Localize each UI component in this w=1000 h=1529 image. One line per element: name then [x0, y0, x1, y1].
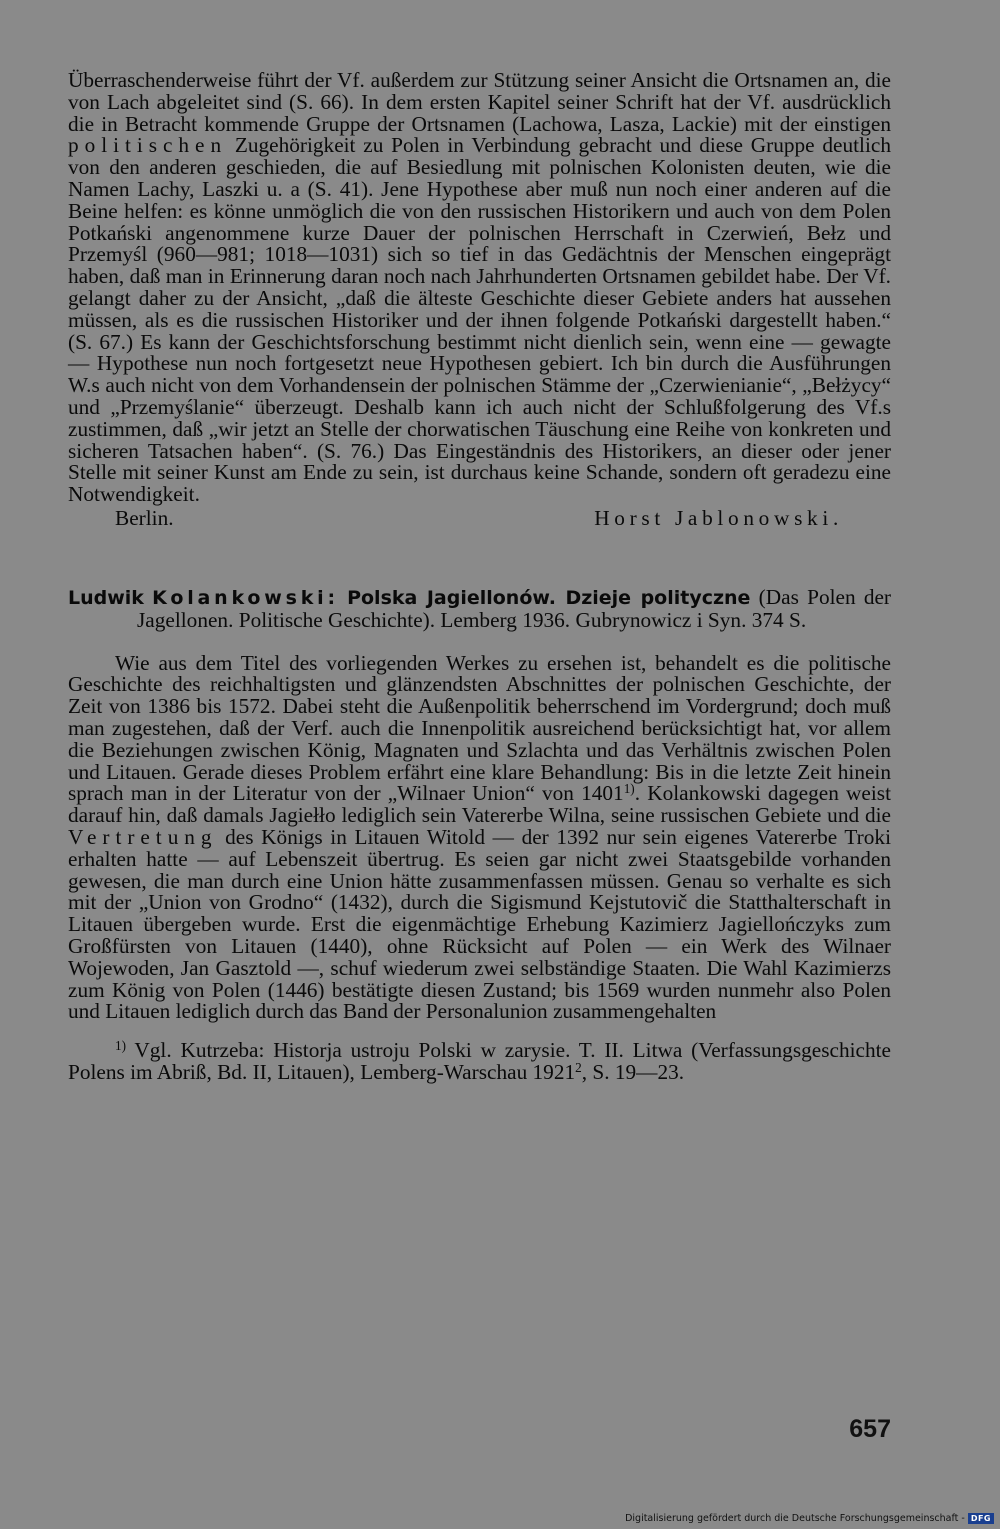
review2-text-part3: des Königs in Litauen Witold — der 1392 nur sein eigenes Vatererbe Troki erhalten hatte — auf Lebenszeit übertrug. Es seien gar nicht zwei Staatsgebilde vorhanden gewesen, die man durch eine Union hätte zusammenfassen müssen. Genau so verhalte es sich mit der „Union von Grodno“ (1432), durch die Sigismund Kejstutovič die Statthalterschaft in Litauen übergeben wurde. Erst die eigenmächtige Erhebung Kazimierz Jagiellończyks zum Großfürsten von Litauen (1440), ohne Rücksicht auf Polen — ein Werk des Wilnaer Wojewoden, Jan Gasztold —, schuf wiederum zwei selbständige Staaten. Die Wahl Kazimierzs zum König von Polen (1446) bestätigte diesen Zustand; bis 1569 wurden nunmehr also Polen und Litauen lediglich durch das Band der Personalunion zusammengehalten	[68, 825, 891, 1024]
footnote-text-part1: Vgl. Kutrzeba: Historja ustroju Polski w zarysie. T. II. Litwa (Verfassungsgeschichte Polens im Abriß, Bd. II, Litauen), Lemberg-Warschau 1921	[68, 1038, 891, 1084]
footnote	[68, 1037, 891, 1084]
review1-signature	[68, 505, 891, 530]
review2-paragraph	[68, 650, 891, 1024]
digitization-text: Digitalisierung gefördert durch die Deutsche Forschungsgemeinschaft -	[625, 1513, 965, 1524]
dfg-logo-icon: DFG	[968, 1513, 994, 1524]
review1-text-part2: Zugehörigkeit zu Polen in Verbindung gebracht und diese Gruppe deutlich von den anderen geschieden, die auf Besiedlung mit polnischen Kolonisten deuten, wie die Namen Lachy, Laszki u. a (S. 41). Jene Hypothese aber muß nun noch einer anderen auf die Beine helfen: es könne unmöglich die von den russischen Historikern und auch von dem Polen Potkański angenommene kurze Dauer der polnischen Herrschaft in Czerwień, Bełz und Przemyśl (960—981; 1018—1031) sich so tief in das Gedächtnis der Menschen eingeprägt haben, daß man in Erinnerung daran noch nach Jahrhunderten Ortsnamen gebildet habe. Der Vf. gelangt daher zu der Ansicht, „daß die älteste Geschichte dieser Gebiete anders hat aussehen müssen, als es die russischen Historiker und der ihnen folgende Potkański dargestellt haben.“ (S. 67.) Es kann der Geschichtsforschung bestimmt nicht dienlich sein, wenn eine — gewagte — Hypothese nun noch fortgesetzt neue Hypothesen gebiert. Ich bin durch die Ausführungen W.s auch nicht von dem Vorhandensein der polnischen Stämme der „Czerwienianie“, „Bełżycy“ und „Przemyślanie“ überzeugt. Deshalb kann ich auch nicht der Schlußfolgerung des Vf.s zustimmen, daß „wir jetzt an Stelle der chorwatischen Täuschung eine Reihe von konkreten und sicheren Tatsachen haben“. (S. 76.) Das Eingeständnis des Historikers, an dieser oder jener Stelle mit seiner Kunst am Ende zu sein, ist durchaus keine Schande, sondern oft geradezu eine Notwendigkeit.	[68, 133, 891, 507]
review2-title-polish: Polska Jagiellonów. Dzieje polityczne	[347, 586, 751, 609]
review2-heading	[68, 584, 892, 632]
review2-spaced-word: Vertretung	[68, 825, 218, 849]
review1-spaced-word: politischen	[68, 133, 228, 158]
signature-place: Berlin.	[115, 505, 174, 530]
footnote-reference: 1)	[623, 781, 635, 797]
review2-text-part2: . Kolankowski dagegen weist darauf hin, daß damals Jagiełło lediglich sein Vatererbe Wilna, seine russischen Gebiete und die	[68, 781, 891, 828]
review1-paragraph	[68, 70, 891, 506]
footnote-mark: 1)	[115, 1037, 126, 1053]
review2-author-last: Kolankowski:	[152, 586, 339, 609]
page-content	[68, 70, 891, 1105]
footnote-text-part2: , S. 19—23.	[581, 1059, 685, 1084]
review2-title-rest: (Das Polen der Jagellonen. Politische Geschichte). Lemberg 1936. Gubrynowicz i Syn. 374 S.	[137, 584, 892, 632]
review2-text-part1: Wie aus dem Titel des vorliegenden Werkes zu ersehen ist, behandelt es die politische Geschichte des reichhaltigsten und glänzendsten Abschnittes der polnischen Geschichte, der Zeit von 1386 bis 1572. Dabei steht die Außenpolitik beherrschend im Vordergrund; doch muß man zugestehen, daß der Verf. auch die Innenpolitik ausreichend berücksichtigt hat, vor allem die Beziehungen zwischen König, Magnaten und Szlachta und das Verhältnis zwischen Polen und Litauen. Gerade dieses Problem erfährt eine klare Behandlung: Bis in die letzte Zeit hinein sprach man in der Literatur von der „Wilnaer Union“ von 1401	[68, 650, 891, 806]
review2-author-first: Ludwik	[68, 586, 144, 609]
review1-text-part1: Überraschenderweise führt der Vf. außerdem zur Stützung seiner Ansicht die Ortsnamen an, die von Lach abgeleitet sind (S. 66). In dem ersten Kapitel seiner Schrift hat der Vf. ausdrücklich die in Betracht kommende Gruppe der Ortsnamen (Lachowa, Lasza, Lackie) mit der einstigen	[68, 68, 891, 136]
signature-author: Horst Jablonowski.	[594, 505, 843, 530]
digitization-notice	[625, 1513, 994, 1524]
page-number: 657	[849, 1415, 891, 1443]
footnote-edition-sup: 2	[575, 1059, 582, 1075]
